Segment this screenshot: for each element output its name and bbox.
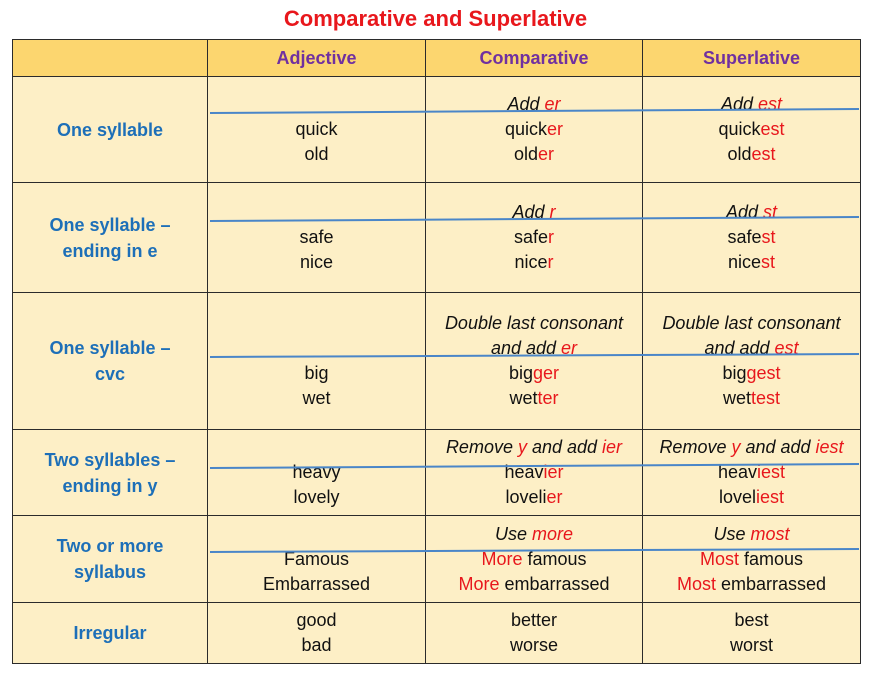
- comparative-word-part: better: [510, 610, 558, 630]
- superlative-word: [643, 225, 860, 250]
- superlative-content: [643, 200, 860, 275]
- comparative-rule: [426, 336, 642, 361]
- adjective-word: old: [304, 144, 329, 164]
- comparative-word-part: famous: [522, 548, 587, 569]
- comparative-word-part: er: [538, 144, 555, 164]
- comparative-word: [426, 250, 642, 275]
- comparative-rule-part: Double last consonant: [444, 313, 624, 333]
- comparative-word: [426, 361, 642, 386]
- comparative-word-part: er: [547, 119, 564, 139]
- superlative-word-part: gest: [746, 363, 781, 383]
- superlative-rule: [643, 435, 860, 460]
- superlative-cell: [643, 77, 861, 183]
- comparative-content: [426, 608, 642, 658]
- superlative-word-part: famous: [738, 548, 804, 569]
- row-label-line: Two syllables –: [44, 449, 176, 470]
- comparative-cell: [426, 603, 643, 664]
- comparative-word: [426, 117, 642, 142]
- table-row: [13, 516, 861, 603]
- row-label-cell: [13, 77, 208, 183]
- row-label-line: One syllable –: [49, 338, 171, 358]
- superlative-word-part: lovel: [718, 487, 756, 507]
- comparative-cell: [426, 293, 643, 430]
- superlative-cell: [643, 430, 861, 516]
- adjective-spacer: [208, 92, 425, 117]
- adjective-word: quick: [295, 119, 338, 139]
- superlative-rule-part: est: [774, 338, 799, 358]
- comparative-word-part: embarrassed: [499, 573, 610, 594]
- adjective-word: bad: [301, 635, 332, 655]
- adjective-cell: [208, 293, 426, 430]
- comparative-word: [426, 485, 642, 510]
- superlative-rule: [643, 336, 860, 361]
- comparative-rule-part: more: [532, 523, 574, 544]
- superlative-word-part: est: [751, 144, 776, 164]
- superlative-word-part: st: [761, 227, 776, 247]
- comparative-word: [426, 633, 642, 658]
- superlative-rule-part: est: [758, 94, 783, 114]
- comparative-rule: [426, 200, 642, 225]
- comparative-content: [426, 435, 642, 510]
- comparative-content: [426, 522, 642, 597]
- superlative-word: [643, 117, 860, 142]
- row-label-line: Two or more: [56, 536, 164, 556]
- comparative-word: [426, 572, 642, 597]
- comparative-content: [426, 200, 642, 275]
- row-label-line: Irregular: [73, 623, 147, 643]
- adjective-spacer: [208, 435, 425, 460]
- superlative-rule: [643, 311, 860, 336]
- row-label-line: ending in e: [62, 240, 158, 261]
- superlative-word-part: heav: [717, 462, 758, 482]
- superlative-content: [643, 608, 860, 658]
- superlative-word: [643, 633, 860, 658]
- comparative-word-part: More: [458, 573, 500, 594]
- superlative-cell: [643, 183, 861, 293]
- superlative-word: [643, 386, 860, 411]
- adjective-content: [208, 311, 425, 411]
- table-row: [13, 77, 861, 183]
- row-label: [13, 533, 207, 585]
- comparative-word: [426, 608, 642, 633]
- superlative-word: [643, 460, 860, 485]
- comparative-rule-part: y: [517, 437, 527, 457]
- comparative-word-part: er: [546, 487, 563, 507]
- adjective-cell: [208, 603, 426, 664]
- adjective-content: [208, 608, 425, 658]
- superlative-word-part: quick: [718, 119, 761, 139]
- comparative-rule: [426, 92, 642, 117]
- adjective-content: [208, 200, 425, 275]
- page-title: Comparative and Superlative: [283, 6, 588, 31]
- row-label: [13, 620, 207, 646]
- table-row: [13, 183, 861, 293]
- adjective-word: big: [304, 363, 329, 383]
- superlative-rule-part: most: [750, 523, 790, 544]
- superlative-rule-part: Add: [725, 202, 763, 222]
- comparative-word-part: loveli: [505, 487, 547, 507]
- comparative-rule-part: Add: [512, 202, 550, 222]
- superlative-word-part: safe: [727, 227, 762, 247]
- adjective-content: [208, 92, 425, 167]
- header-row: [13, 40, 861, 77]
- superlative-rule: [643, 522, 860, 547]
- comparative-word-part: heav: [504, 462, 544, 482]
- superlative-word-part: test: [751, 388, 781, 408]
- adjective-cell: [208, 516, 426, 603]
- comparative-word-part: big: [508, 363, 533, 383]
- comparative-word: [426, 547, 642, 572]
- superlative-word-part: worst: [729, 635, 773, 655]
- comparative-word-part: worse: [509, 635, 558, 655]
- superlative-word-part: Most: [676, 573, 716, 594]
- comparative-word-part: More: [481, 548, 523, 569]
- comparative-rule-part: er: [544, 94, 561, 114]
- row-label: [13, 335, 207, 387]
- superlative-word-part: iest: [756, 487, 785, 507]
- header-superlative: Superlative: [643, 40, 861, 77]
- superlative-word-part: Most: [699, 548, 739, 569]
- adjective-spacer: [208, 522, 425, 547]
- superlative-content: [643, 311, 860, 411]
- superlative-rule: [643, 92, 860, 117]
- adjective-cell: [208, 430, 426, 516]
- row-label-line: ending in y: [62, 475, 158, 496]
- adjective-word: nice: [299, 252, 334, 272]
- adjective-spacer: [208, 336, 425, 361]
- comparative-cell: [426, 516, 643, 603]
- adjective-word: wet: [302, 388, 331, 408]
- comparative-word-part: nice: [514, 252, 548, 272]
- superlative-rule-part: y: [731, 437, 741, 457]
- table-row: [13, 293, 861, 430]
- adjective-word: Embarrassed: [262, 573, 371, 594]
- comparative-word-part: safe: [513, 227, 549, 247]
- superlative-cell: [643, 603, 861, 664]
- superlative-word-part: embarrassed: [715, 573, 827, 594]
- comparative-word: [426, 460, 642, 485]
- superlative-rule-part: and add: [740, 437, 816, 457]
- comparative-word: [426, 386, 642, 411]
- comparative-word: [426, 142, 642, 167]
- adjective-word: safe: [299, 227, 334, 247]
- comparative-word: [426, 225, 642, 250]
- header-blank: [13, 40, 208, 77]
- adjective-spacer: [208, 200, 425, 225]
- comparative-cell: [426, 183, 643, 293]
- comparison-table: [12, 39, 861, 664]
- superlative-word-part: best: [734, 610, 769, 630]
- superlative-rule-part: iest: [815, 437, 844, 457]
- superlative-word-part: est: [760, 119, 785, 139]
- table-row: [13, 430, 861, 516]
- superlative-rule-part: and add: [704, 338, 775, 358]
- row-label-cell: [13, 603, 208, 664]
- comparative-word-part: old: [513, 144, 538, 164]
- row-label-cell: [13, 183, 208, 293]
- superlative-cell: [643, 516, 861, 603]
- header-adjective: Adjective: [208, 40, 426, 77]
- comparative-rule: [426, 311, 642, 336]
- row-label: [13, 447, 207, 499]
- comparative-word-part: quick: [504, 119, 547, 139]
- superlative-word: [643, 572, 860, 597]
- adjective-word: good: [296, 610, 337, 630]
- comparative-rule-part: Add: [507, 94, 545, 114]
- superlative-word: [643, 142, 860, 167]
- superlative-word-part: st: [761, 252, 776, 272]
- adjective-content: [208, 435, 425, 510]
- comparative-content: [426, 92, 642, 167]
- comparative-rule-part: Remove: [445, 437, 518, 457]
- superlative-rule-part: Remove: [659, 437, 732, 457]
- adjective-content: [208, 522, 425, 597]
- superlative-word: [643, 250, 860, 275]
- adjective-word: heavy: [292, 462, 341, 482]
- comparative-cell: [426, 77, 643, 183]
- superlative-content: [643, 522, 860, 597]
- superlative-word-part: big: [722, 363, 747, 383]
- superlative-rule-part: Add: [720, 94, 758, 114]
- adjective-cell: [208, 183, 426, 293]
- superlative-content: [643, 435, 860, 510]
- comparative-content: [426, 311, 642, 411]
- row-label-line: syllabus: [73, 562, 147, 582]
- comparative-rule: [426, 435, 642, 460]
- table-body: [13, 77, 861, 664]
- comparative-rule-part: and add: [490, 338, 562, 358]
- comparative-word-part: r: [547, 252, 554, 272]
- superlative-cell: [643, 293, 861, 430]
- row-label-cell: [13, 293, 208, 430]
- superlative-word-part: old: [727, 144, 752, 164]
- superlative-word-part: nice: [727, 252, 761, 272]
- adjective-word: Famous: [283, 548, 350, 569]
- adjective-spacer: [208, 311, 425, 336]
- superlative-word-part: wet: [722, 388, 751, 408]
- comparative-word-part: ier: [543, 462, 564, 482]
- comparative-rule-part: er: [561, 338, 578, 358]
- header-comparative: Comparative: [426, 40, 643, 77]
- table-row: [13, 603, 861, 664]
- superlative-content: [643, 92, 860, 167]
- comparative-rule: [426, 522, 642, 547]
- superlative-word: [643, 485, 860, 510]
- comparative-word-part: wet: [509, 388, 538, 408]
- comparative-rule-part: Use: [494, 523, 532, 544]
- superlative-word: [643, 608, 860, 633]
- comparative-rule-part: ier: [602, 437, 623, 457]
- adjective-cell: [208, 77, 426, 183]
- comparative-word-part: ger: [533, 363, 560, 383]
- row-label: [13, 117, 207, 143]
- row-label-line: One syllable –: [49, 214, 171, 235]
- comparative-cell: [426, 430, 643, 516]
- superlative-rule-part: Double last consonant: [662, 313, 841, 333]
- superlative-rule-part: st: [763, 202, 778, 222]
- comparative-rule-part: r: [549, 202, 556, 222]
- row-label-line: One syllable: [56, 119, 164, 140]
- adjective-word: lovely: [293, 487, 340, 507]
- row-label-cell: [13, 516, 208, 603]
- row-label-cell: [13, 430, 208, 516]
- superlative-word: [643, 547, 860, 572]
- superlative-rule: [643, 200, 860, 225]
- superlative-word-part: iest: [757, 462, 786, 482]
- comparative-rule-part: and add: [526, 437, 603, 457]
- row-label-line: cvc: [94, 364, 126, 384]
- superlative-rule-part: Use: [713, 523, 751, 544]
- comparative-word-part: r: [548, 227, 555, 247]
- row-label: [13, 212, 207, 264]
- superlative-word: [643, 361, 860, 386]
- comparative-word-part: ter: [537, 388, 559, 408]
